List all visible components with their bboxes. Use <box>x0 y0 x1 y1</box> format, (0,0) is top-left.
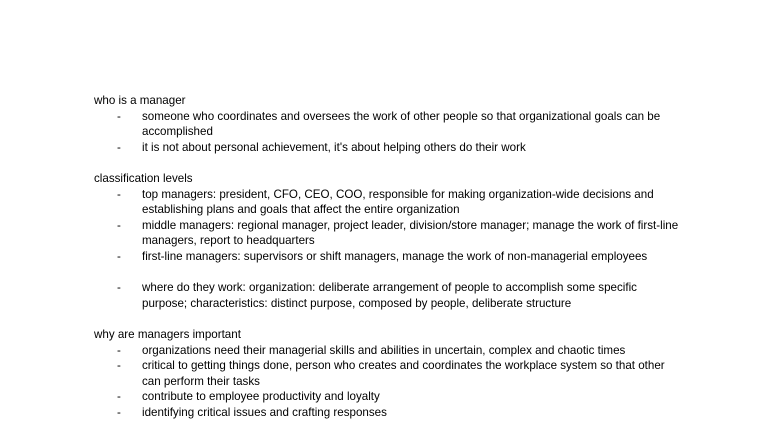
list-item <box>94 405 694 421</box>
bullet-dash: - <box>117 140 121 154</box>
bullet-dash: - <box>117 218 121 232</box>
list-item-text: where do they work: organization: deliberate arrangement of people to accomplish some specific purpose; characteristics: distinct purpose, composed by people, deliberate structure <box>142 281 637 310</box>
section-why-managers-important <box>94 327 694 421</box>
list-item-text: identifying critical issues and crafting responses <box>142 405 387 419</box>
list-item-text: critical to getting things done, person who creates and coordinates the workplace system so that other can perform their tasks <box>142 359 665 388</box>
list-item <box>94 389 694 405</box>
section-classification-levels <box>94 171 694 311</box>
list-item <box>94 140 694 156</box>
list-item <box>94 187 694 218</box>
list-item-text: contribute to employee productivity and loyalty <box>142 390 380 404</box>
section-who-is-a-manager <box>94 93 694 155</box>
section-heading: who is a manager <box>94 94 186 107</box>
list-item <box>94 249 694 265</box>
list-gap <box>94 265 694 281</box>
document-body <box>94 93 694 420</box>
list-item-text: first-line managers: supervisors or shift managers, manage the work of non-managerial employees <box>142 249 648 263</box>
bullet-dash: - <box>117 390 121 404</box>
bullet-list <box>94 343 694 421</box>
list-item <box>94 109 694 140</box>
bullet-dash: - <box>117 343 121 357</box>
list-item-text: middle managers: regional manager, project leader, division/store manager; manage the work of first-line managers, report to headquarters <box>142 218 679 248</box>
list-item-text: someone who coordinates and oversees the work of other people so that organizational goals can be accomplished <box>142 109 661 139</box>
section-heading: classification levels <box>94 171 193 185</box>
list-item <box>94 218 694 249</box>
bullet-dash: - <box>117 281 121 295</box>
bullet-dash: - <box>117 109 121 123</box>
list-item-text: organizations need their managerial skills and abilities in uncertain, complex and chaotic times <box>142 343 626 357</box>
paragraph-gap <box>94 311 694 327</box>
bullet-dash: - <box>117 359 121 373</box>
bullet-list <box>94 109 694 156</box>
bullet-dash: - <box>117 187 121 201</box>
section-heading: why are managers important <box>94 327 241 341</box>
list-item <box>94 358 694 389</box>
list-item <box>94 280 694 311</box>
list-item-text: it is not about personal achievement, it's about helping others do their work <box>142 140 526 154</box>
list-item-text: top managers: president, CFO, CEO, COO, responsible for making organization-wide decisions and establishing plans and goals that affect the entire organization <box>142 187 654 217</box>
bullet-list <box>94 187 694 312</box>
paragraph-gap <box>94 155 694 171</box>
list-item <box>94 343 694 359</box>
bullet-dash: - <box>117 249 121 263</box>
bullet-dash: - <box>117 405 121 419</box>
